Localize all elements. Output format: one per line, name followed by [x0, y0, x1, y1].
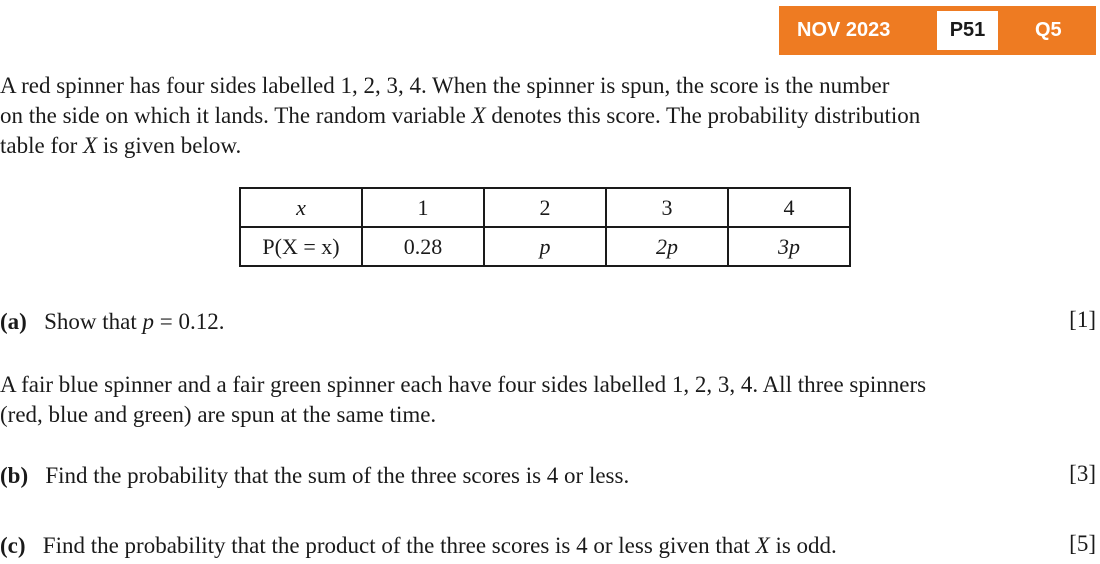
intro-line-3-start: table for — [0, 133, 84, 158]
table-cell: 3 — [606, 188, 728, 227]
table-cell: 2p — [606, 227, 728, 266]
part-b-label: (b) — [0, 463, 29, 488]
part-c-var: X — [755, 533, 770, 558]
part-b-text: Find the probability that the sum of the three scores is 4 or less. — [45, 463, 630, 488]
middle-paragraph — [0, 370, 926, 430]
question-label: Q5 — [1035, 19, 1062, 41]
table-cell: 2 — [484, 188, 606, 227]
part-a-text-start: Show that — [44, 309, 143, 334]
table-cell: 3p — [728, 227, 850, 266]
part-a-text-end: = 0.12. — [153, 309, 225, 334]
intro-line-3-end: is given below. — [97, 133, 242, 158]
table-row-x — [240, 188, 850, 227]
table-row-probability — [240, 227, 850, 266]
part-a — [0, 307, 224, 337]
part-c-marks: [5] — [1069, 531, 1096, 556]
part-c-label: (c) — [0, 533, 26, 558]
table-header-x: x — [240, 188, 362, 227]
part-c-text-start: Find the probability that the product of the three scores is 4 or less given that — [42, 533, 756, 558]
probability-table — [239, 187, 851, 267]
intro-line-1: A red spinner has four sides labelled 1, 2, 3, 4. When the spinner is spun, the score is the number — [0, 73, 890, 98]
table-header-probability: P(X = x) — [240, 227, 362, 266]
intro-paragraph — [0, 71, 920, 161]
table-cell: 1 — [362, 188, 484, 227]
table-cell: p — [484, 227, 606, 266]
session-label: NOV 2023 — [797, 19, 891, 41]
intro-line-2-var: X — [471, 103, 486, 128]
middle-line-1: A fair blue spinner and a fair green spinner each have four sides labelled 1, 2, 3, 4. All three spinners — [0, 372, 927, 397]
question-badge — [779, 6, 1096, 55]
paper-label: P51 — [937, 11, 998, 50]
middle-line-2: (red, blue and green) are spun at the same time. — [0, 402, 437, 427]
intro-line-3-var: X — [83, 133, 98, 158]
table-cell: 0.28 — [362, 227, 484, 266]
part-b — [0, 461, 629, 491]
part-a-label: (a) — [0, 309, 27, 334]
part-b-marks: [3] — [1069, 461, 1096, 486]
intro-line-2-end: denotes this score. The probability distribution — [485, 103, 921, 128]
intro-line-2-start: on the side on which it lands. The random variable — [0, 103, 472, 128]
table-cell: 4 — [728, 188, 850, 227]
part-c — [0, 531, 837, 561]
part-a-marks: [1] — [1069, 307, 1096, 332]
part-a-var: p — [142, 309, 154, 334]
part-c-text-end: is odd. — [769, 533, 837, 558]
